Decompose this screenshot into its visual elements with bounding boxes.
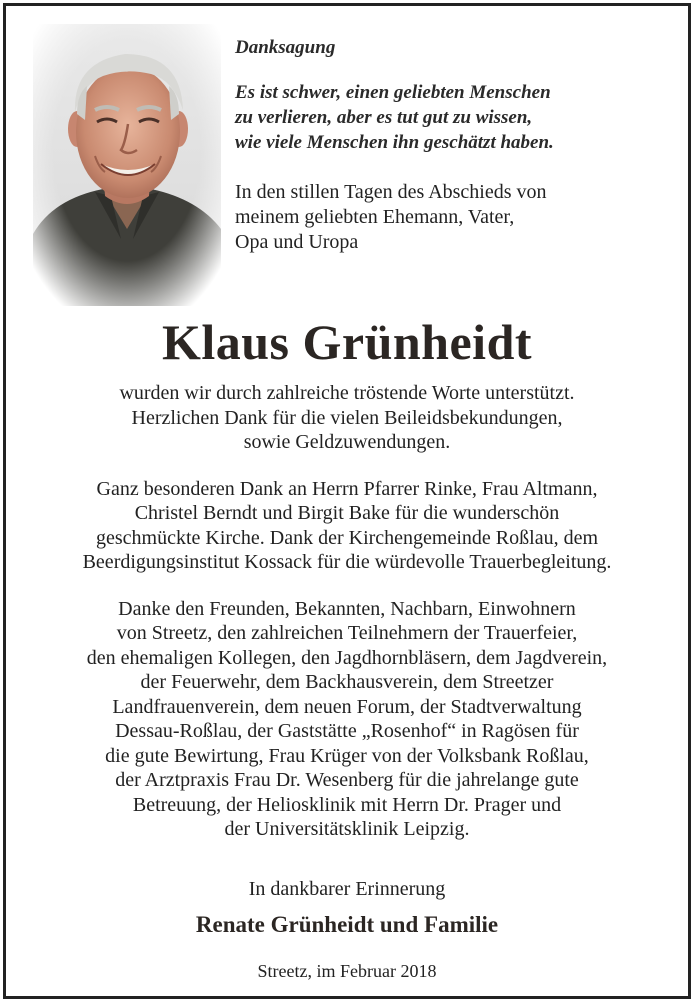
paragraph-line: geschmückte Kirche. Dank der Kirchengemeinde Roßlau, dem <box>95 526 599 549</box>
paragraph-line: der Arztpraxis Frau Dr. Wesenberg für die jahrelange gute <box>115 769 579 791</box>
paragraph-line: der Universitätsklinik Leipzig. <box>224 818 470 840</box>
paragraph-line: der Feuerwehr, dem Backhausverein, dem Streetzer <box>140 671 554 693</box>
notice-heading: Danksagung <box>235 37 336 58</box>
paragraph-line: Dessau-Roßlau, der Gaststätte „Rosenhof“ in Ragösen für <box>115 720 579 742</box>
intro-line: In den stillen Tagen des Abschieds von <box>235 181 547 203</box>
paragraph-line: Betreuung, der Heliosklinik mit Herrn Dr. Prager und <box>132 793 562 816</box>
paragraph-line: Christel Berndt und Birgit Bake für die wunderschön <box>134 502 560 524</box>
paragraph-line: sowie Geldzuwendungen. <box>243 431 451 453</box>
place-date: Streetz, im Februar 2018 <box>257 961 437 981</box>
paragraph-line: Herzlichen Dank für die vielen Beileidsbekundungen, <box>131 406 563 429</box>
intro-text <box>235 180 675 255</box>
paragraph-line: von Streetz, den zahlreichen Teilnehmern der Trauerfeier, <box>116 622 578 644</box>
paragraph-line: den ehemaligen Kollegen, den Jagdhornbläsern, dem Jagdverein, <box>86 646 608 669</box>
paragraph-support <box>6 381 688 455</box>
obituary-card <box>3 3 691 999</box>
quote-line: zu verlieren, aber es tut gut zu wissen, <box>235 107 533 128</box>
paragraph-community <box>6 597 688 842</box>
intro-line: Opa und Uropa <box>235 231 359 253</box>
paragraph-line: wurden wir durch zahlreiche tröstende Worte unterstützt. <box>119 382 575 404</box>
closing-block <box>6 876 688 940</box>
paragraph-church <box>6 477 688 575</box>
signer-name: Renate Grünheidt und Familie <box>195 912 499 937</box>
closing-line: In dankbarer Erinnerung <box>248 878 446 900</box>
portrait-photo <box>33 24 221 306</box>
quote <box>235 80 675 155</box>
paragraph-line: Landfrauenverein, dem neuen Forum, der Stadtverwaltung <box>112 695 582 718</box>
intro-block <box>235 36 675 255</box>
paragraph-line: Ganz besonderen Dank an Herrn Pfarrer Rinke, Frau Altmann, <box>96 477 598 500</box>
deceased-name: Klaus Grünheidt <box>161 314 533 370</box>
paragraph-line: Beerdigungsinstitut Kossack für die würdevolle Trauerbegleitung. <box>82 551 612 573</box>
paragraph-line: die gute Bewirtung, Frau Krüger von der Volksbank Roßlau, <box>105 744 589 767</box>
thanks-body <box>6 381 688 864</box>
intro-line: meinem geliebten Ehemann, Vater, <box>235 206 515 228</box>
quote-line: Es ist schwer, einen geliebten Menschen <box>235 82 551 103</box>
quote-line: wie viele Menschen ihn geschätzt haben. <box>235 132 554 153</box>
paragraph-line: Danke den Freunden, Bekannten, Nachbarn, Einwohnern <box>118 597 576 620</box>
